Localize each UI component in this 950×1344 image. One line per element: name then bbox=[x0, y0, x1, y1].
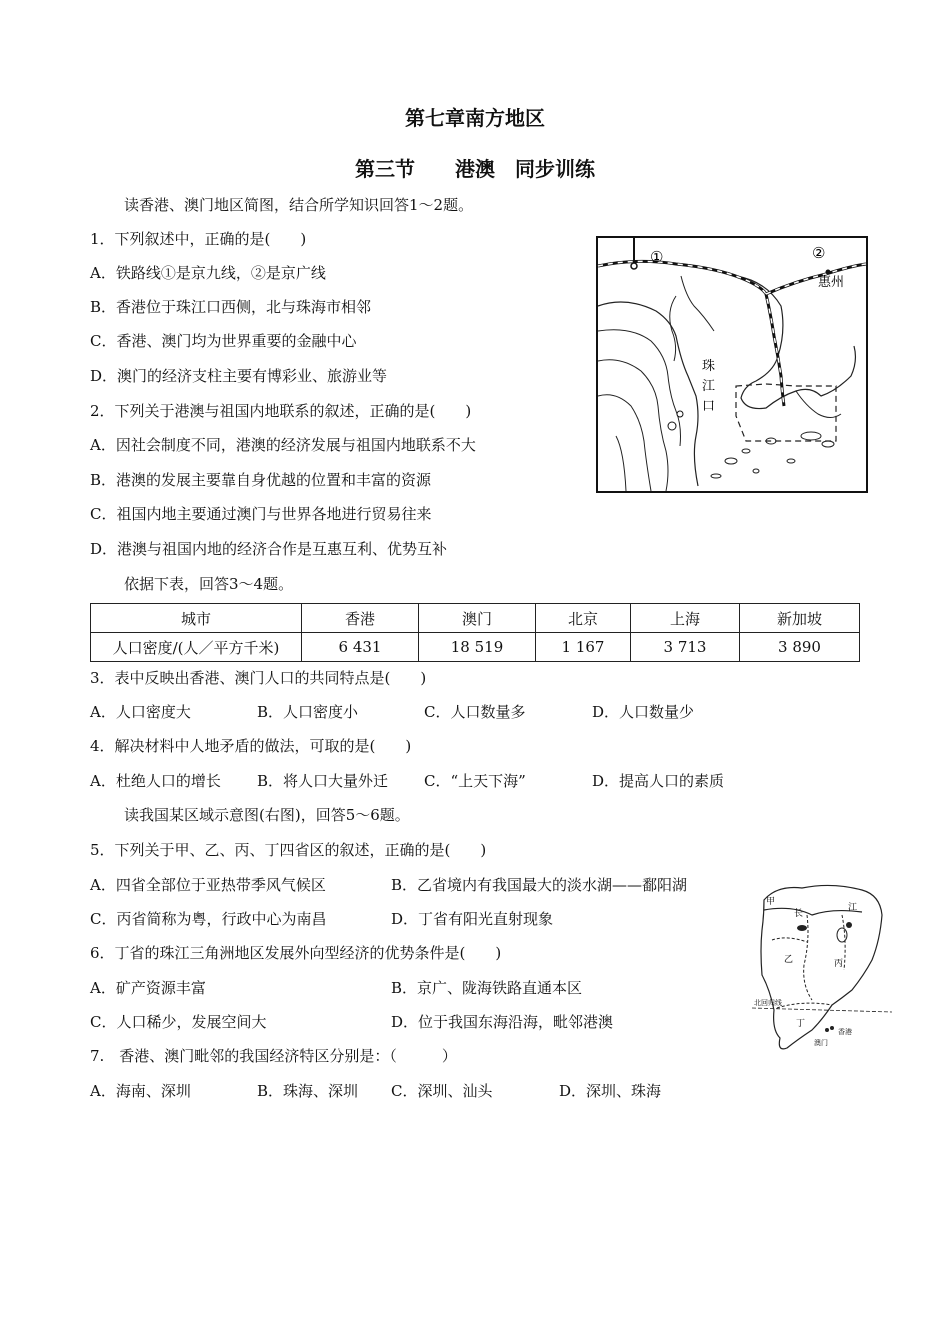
map2-label-yi: 乙 bbox=[784, 955, 794, 965]
q7-option-c: C．深圳、汕头 bbox=[391, 1082, 493, 1100]
q2-option-d: D．港澳与祖国内地的经济合作是互惠互利、优势互补 bbox=[90, 540, 448, 558]
intro-3: 读我国某区域示意图(右图)，回答5～6题。 bbox=[124, 806, 410, 824]
q5-option-b: B．乙省境内有我国最大的淡水湖——鄱阳湖 bbox=[391, 876, 688, 894]
map2-tropic-label: 北回归线 bbox=[754, 999, 782, 1007]
section-title: 第三节 港澳 同步训练 bbox=[355, 157, 595, 181]
map1-city-huizhou: 惠州 bbox=[818, 275, 845, 290]
q3-option-d: D．人口数量少 bbox=[592, 703, 695, 721]
q1-option-d: D．澳门的经济支柱主要有博彩业、旅游业等 bbox=[90, 367, 388, 385]
map2-label-hk: 香港 bbox=[838, 1028, 852, 1036]
table-cell: 3 713 bbox=[631, 633, 740, 662]
table-cell: 3 890 bbox=[740, 633, 860, 662]
q7-option-d: D．深圳、珠海 bbox=[559, 1082, 662, 1100]
q4-option-d: D．提高人口的素质 bbox=[592, 772, 725, 790]
q1-option-a: A．铁路线①是京九线，②是京广线 bbox=[90, 264, 326, 282]
q4-option-b: B．将人口大量外迁 bbox=[257, 772, 389, 790]
map1-estuary-label: 珠 bbox=[702, 359, 716, 374]
hk-macau-map bbox=[596, 236, 868, 493]
q7-stem: 7. 香港、澳门毗邻的我国经济特区分别是：（ ） bbox=[90, 1047, 457, 1065]
q2-option-a: A．因社会制度不同，港澳的经济发展与祖国内地联系不大 bbox=[90, 436, 476, 454]
table-row-label: 人口密度/(人／平方千米) bbox=[91, 633, 302, 662]
table-cell: 18 519 bbox=[419, 633, 536, 662]
table-header: 香港 bbox=[302, 604, 419, 633]
q3-option-a: A．人口密度大 bbox=[90, 703, 191, 721]
map1-railway-label-1: ① bbox=[650, 248, 664, 266]
q3-stem: 3．表中反映出香港、澳门人口的共同特点是( ) bbox=[90, 669, 427, 687]
table-header-row bbox=[91, 604, 860, 633]
q5-option-c: C．丙省简称为粤，行政中心为南昌 bbox=[90, 910, 327, 928]
q4-option-c: C．“上天下海” bbox=[424, 772, 526, 790]
table-header: 北京 bbox=[536, 604, 631, 633]
q2-option-b: B．港澳的发展主要靠自身优越的位置和丰富的资源 bbox=[90, 471, 432, 489]
q1-stem: 1．下列叙述中，正确的是( ) bbox=[90, 230, 307, 248]
table-header: 新加坡 bbox=[740, 604, 860, 633]
q2-stem: 2．下列关于港澳与祖国内地联系的叙述，正确的是( ) bbox=[90, 402, 472, 420]
q3-option-b: B．人口密度小 bbox=[257, 703, 359, 721]
q5-option-a: A．四省全部位于亚热带季风气候区 bbox=[90, 876, 326, 894]
q1-option-c: C．香港、澳门均为世界重要的金融中心 bbox=[90, 332, 357, 350]
q7-option-a: A．海南、深圳 bbox=[90, 1082, 191, 1100]
map2-label-ding: 丁 bbox=[796, 1019, 806, 1029]
map1-estuary-label: 江 bbox=[702, 379, 716, 394]
table-row bbox=[91, 633, 860, 662]
q6-stem: 6．丁省的珠江三角洲地区发展外向型经济的优势条件是( ) bbox=[90, 944, 502, 962]
map1-railway-label-2: ② bbox=[812, 244, 826, 262]
table-header: 城市 bbox=[91, 604, 302, 633]
region-map bbox=[752, 880, 892, 1060]
q7-option-b: B．珠海、深圳 bbox=[257, 1082, 359, 1100]
table-cell: 6 431 bbox=[302, 633, 419, 662]
q5-option-d: D．丁省有阳光直射现象 bbox=[391, 910, 554, 928]
q5-stem: 5．下列关于甲、乙、丙、丁四省区的叙述，正确的是( ) bbox=[90, 841, 487, 859]
q4-stem: 4．解决材料中人地矛盾的做法，可取的是( ) bbox=[90, 737, 412, 755]
intro-1: 读香港、澳门地区简图，结合所学知识回答1～2题。 bbox=[124, 196, 474, 214]
map2-label-chang: 长 bbox=[794, 909, 804, 919]
map2-label-jia: 甲 bbox=[766, 897, 776, 907]
q6-option-a: A．矿产资源丰富 bbox=[90, 979, 206, 997]
table-header: 上海 bbox=[631, 604, 740, 633]
map2-label-jiang: 江 bbox=[848, 903, 858, 913]
table-cell: 1 167 bbox=[536, 633, 631, 662]
population-density-table bbox=[90, 603, 860, 662]
table-header: 澳门 bbox=[419, 604, 536, 633]
intro-2: 依据下表，回答3～4题。 bbox=[124, 575, 294, 593]
q4-option-a: A．杜绝人口的增长 bbox=[90, 772, 221, 790]
q1-option-b: B．香港位于珠江口西侧，北与珠海市相邻 bbox=[90, 298, 372, 316]
map2-label-bing: 丙 bbox=[834, 959, 844, 969]
map1-estuary-label: 口 bbox=[702, 399, 716, 414]
q6-option-d: D．位于我国东海沿海，毗邻港澳 bbox=[391, 1013, 614, 1031]
q3-option-c: C．人口数量多 bbox=[424, 703, 526, 721]
q6-option-b: B．京广、陇海铁路直通本区 bbox=[391, 979, 583, 997]
map2-label-macau: 澳门 bbox=[814, 1039, 828, 1047]
q6-option-c: C．人口稀少，发展空间大 bbox=[90, 1013, 267, 1031]
chapter-title: 第七章南方地区 bbox=[405, 106, 545, 130]
q2-option-c: C．祖国内地主要通过澳门与世界各地进行贸易往来 bbox=[90, 505, 432, 523]
